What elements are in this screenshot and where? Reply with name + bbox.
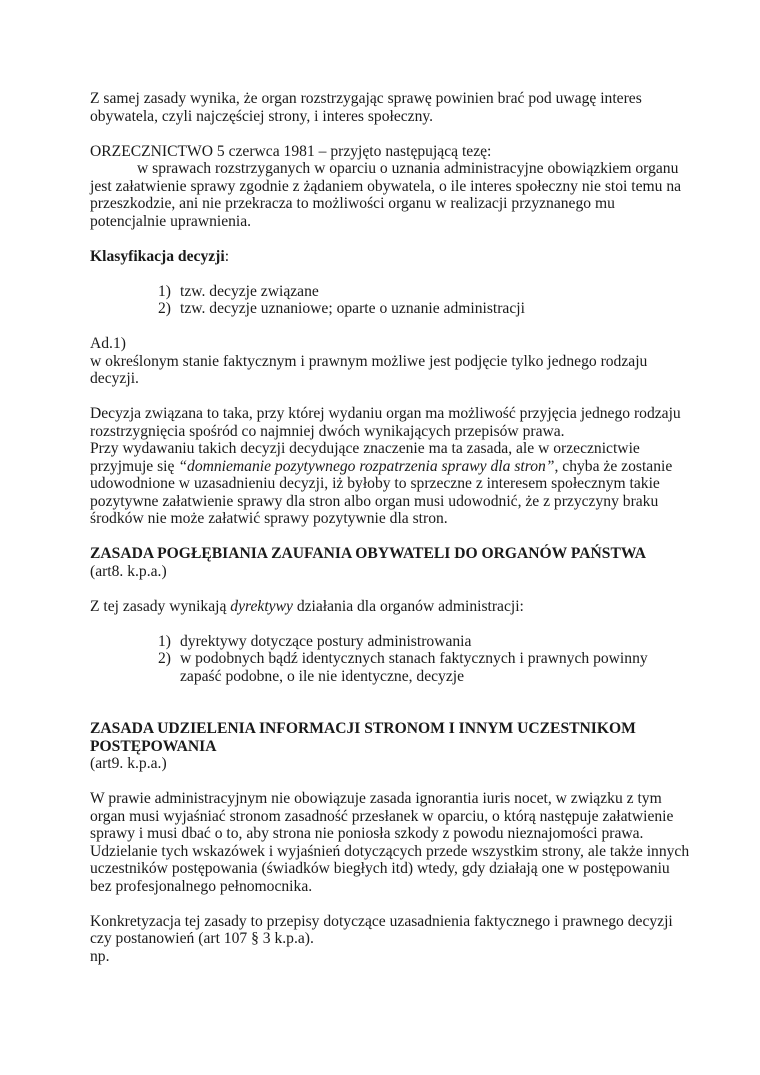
list-number: 2) [158,650,171,667]
spacer [90,230,690,248]
np-label: np. [90,947,110,965]
orzecznictwo-thesis-rest: jest załatwienie sprawy zgodnie z żądaniem obywatela, o ile interes społeczny nie stoi temu na przeszkodzie, ani nie przekracza to możliwości organu w realizacji przyznanego mu potencjalnie uprawnienia. [90,177,682,230]
list-number: 1) [158,632,171,650]
klasyfikacja-heading-line [90,248,690,266]
domniemanie-paragraph [90,440,690,528]
spacer [90,703,690,721]
list-item [90,650,690,685]
dyrektywy-intro-end: działania dla organów administracji: [292,597,524,615]
klasyfikacja-colon: : [224,247,230,265]
decyzja-zwiazana-paragraph: Decyzja związana to taka, przy której wydaniu organ ma możliwość przyjęcia jednego rodzaju rozstrzygnięcia spośród co najmniej dwóch wynikających przepisów prawa. [90,405,681,440]
zasada-zaufania-heading: ZASADA POGŁĘBIANIA ZAUFANIA OBYWATELI DO ORGANÓW PAŃSTWA [90,545,646,562]
domniemanie-text-end: , chyba że zostanie udowodnione w uzasadnieniu decyzji, iż byłoby to sprzeczne z interesem społecznym takie pozytywne załatwienie sprawy dla stron albo organ musi udowodnić, że z przyczyny braku środków nie może załatwić sprawy pozytywnie dla stron. [90,457,673,527]
spacer [90,895,690,913]
list-text: tzw. decyzje uznaniowe; oparte o uznanie administracji [180,300,525,317]
ad1-text: w określonym stanie faktycznym i prawnym możliwe jest podjęcie tylko jednego rodzaju decyzji. [90,352,648,387]
spacer [90,580,690,598]
list-number: 2) [158,300,171,317]
ad1-label: Ad.1) [90,335,126,352]
domniemanie-quote: “domniemanie pozytywnego rozpatrzenia sprawy dla stron” [178,457,555,475]
zasada-zaufania-art: (art8. k.p.a.) [90,562,167,580]
list-text: tzw. decyzje związane [180,282,319,300]
spacer [90,265,690,283]
dyrektywy-intro [90,598,690,616]
klasyfikacja-heading: Klasyfikacja decyzji [90,247,225,265]
zasada-informacji-art: (art9. k.p.a.) [90,755,167,772]
spacer [90,773,690,791]
spacer [90,388,690,406]
orzecznictwo-line: ORZECZNICTWO 5 czerwca 1981 – przyjęto następującą tezę: [90,142,492,160]
list-item [90,283,690,301]
spacer [90,685,690,703]
intro-paragraph: Z samej zasady wynika, że organ rozstrzygając sprawę powinien brać pod uwagę interes obywatela, czyli najczęściej strony, i interes społeczny. [90,90,642,125]
list-item [90,633,690,651]
list-text: w podobnych bądź identycznych stanach faktycznych i prawnych powinny zapaść podobne, o ile nie identyczne, decyzje [180,650,648,685]
dyrektywy-list [90,633,690,686]
zasada-informacji-heading: ZASADA UDZIELENIA INFORMACJI STRONOM I INNYM UCZESTNIKOM POSTĘPOWANIA [90,720,636,755]
spacer [90,125,690,143]
konkretyzacja-paragraph: Konkretyzacja tej zasady to przepisy dotyczące uzasadnienia faktycznego i prawnego decyzji czy postanowień (art 107 § 3 k.p.a). [90,912,673,947]
klasyfikacja-list [90,283,690,318]
list-text: dyrektywy dotyczące postury administrowania [180,632,472,650]
list-item [90,300,690,318]
orzecznictwo-thesis-first-line: w sprawach rozstrzyganych w oparciu o uznania administracyjne obowiązkiem organu [137,160,679,177]
domniemanie-text-start: Przy wydawaniu takich decyzji decydujące znaczenie ma ta zasada, ale w orzecznictwie przyjmuje się [90,440,640,475]
spacer [90,528,690,546]
zasada-informacji-paragraph: W prawie administracyjnym nie obowiązuje zasada ignorantia iuris nocet, w związku z tym organ musi wyjaśniać stronom zasadność przesłanek w oparciu, o którą następuje załatwienie sprawy i musi dbać o to, aby strona nie poniosła szkody z powodu nieznajomości prawa. Udzielanie tych wskazówek i wyjaśnień dotyczących przede wszystkim strony, ale także innych uczestników postępowania (świadków biegłych itd) wtedy, gdy działają one w postępowaniu bez profesjonalnego pełnomocnika. [90,790,690,895]
spacer [90,318,690,336]
dyrektywy-word: dyrektywy [230,597,293,615]
spacer [90,615,690,633]
dyrektywy-intro-start: Z tej zasady wynikają [90,597,231,615]
list-number: 1) [158,282,171,300]
document-page [90,90,690,965]
